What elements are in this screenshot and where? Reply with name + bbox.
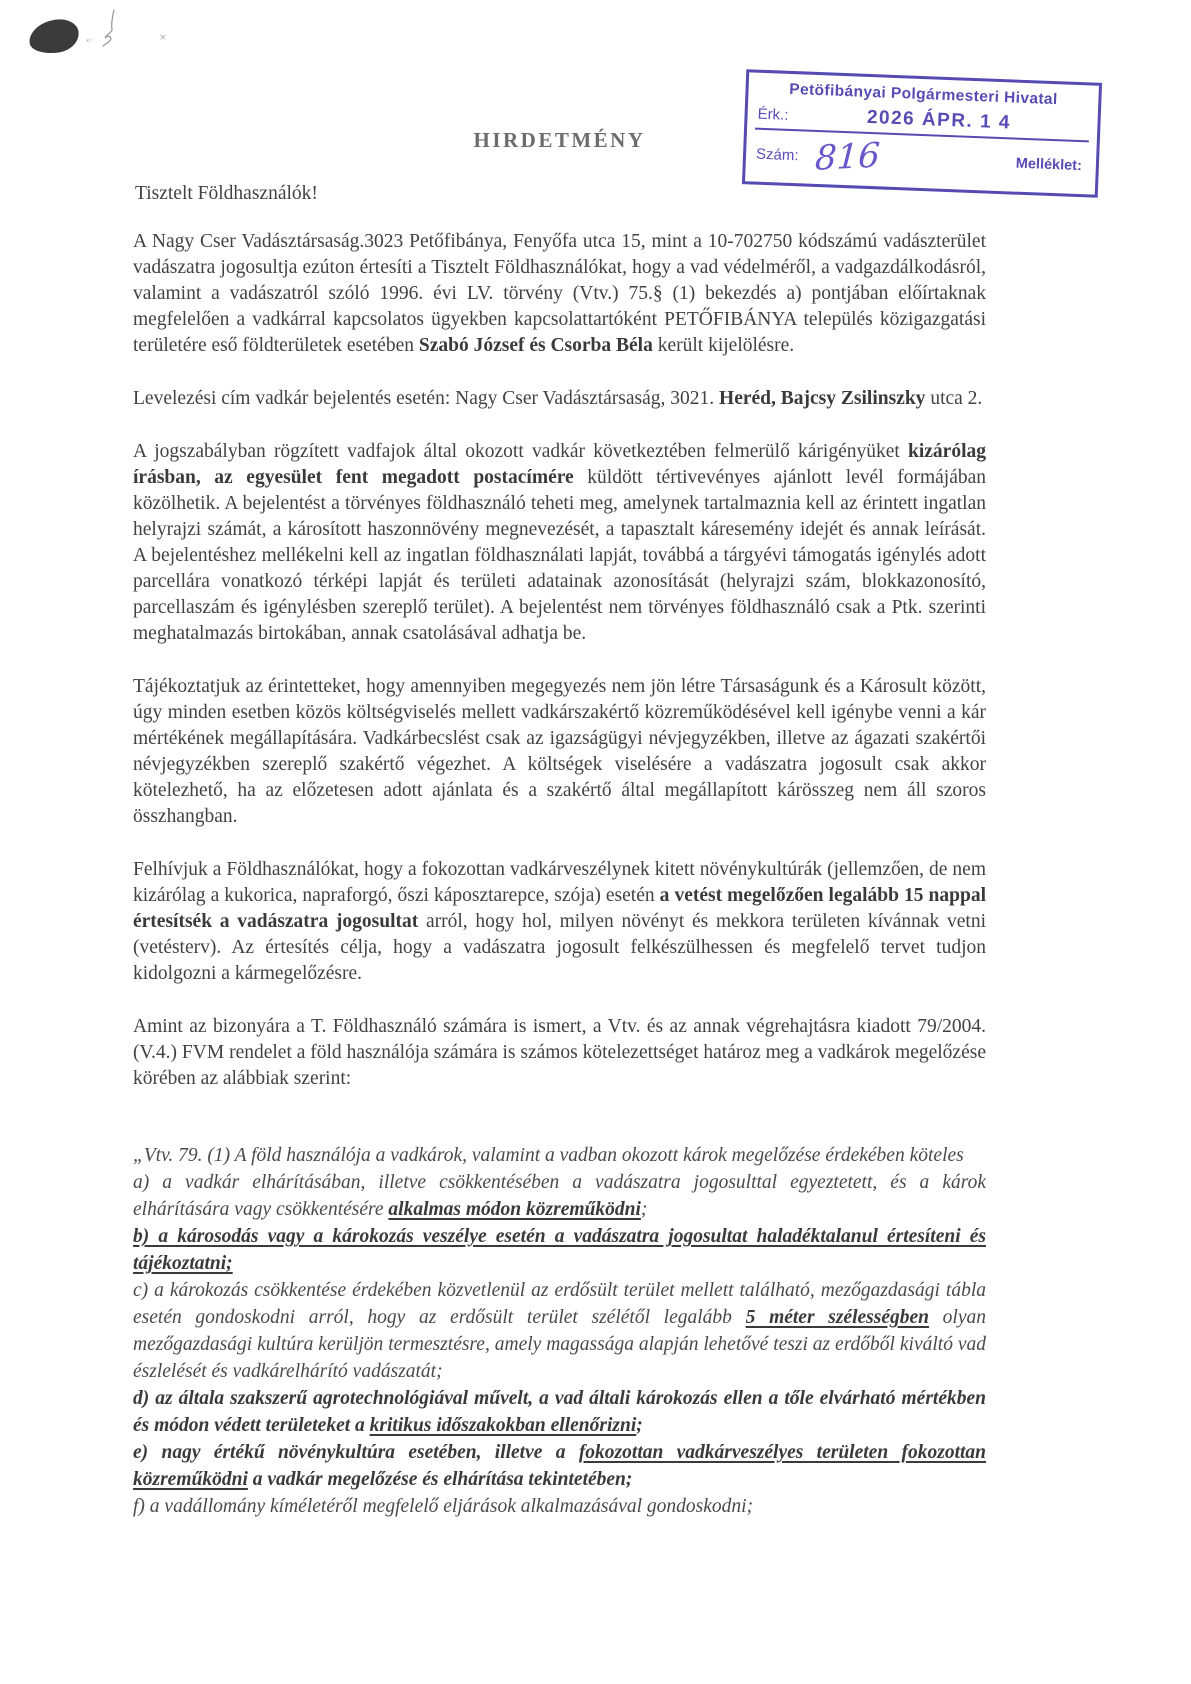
page-title: HIRDETMÉNY xyxy=(473,128,646,152)
text-run-bold: Heréd, Bajcsy Zsilinszky xyxy=(719,388,926,409)
paragraph-claim-procedure xyxy=(133,439,986,647)
stamp-number-label: Szám: xyxy=(755,145,799,164)
quote-item-d xyxy=(133,1385,986,1439)
speck-mark: ‹· xyxy=(86,36,93,46)
text-run: arról, hogy hol, milyen növényt és mekkora területen kívánnak vetni (vetésterv). Az értesítés célja, hogy a vadászatra jogosult felkészülhessen és megfelelő tervet tudjon kidolgozni a kármegelőzésre. xyxy=(133,911,986,984)
paragraph-legal-reference xyxy=(133,1014,986,1092)
ink-blot-mark xyxy=(27,17,81,57)
text-run-bold-underline: alkalmas módon közreműködni xyxy=(388,1199,641,1220)
text-run: utca 2. xyxy=(925,388,983,409)
text-run-bold: ; xyxy=(636,1415,643,1436)
text-run-bold: d) az általa szakszerű agrotechnológiával művelt, a vad általi károkozás ellen a tőle elvárható mértékben és módon védett területeket a xyxy=(133,1388,986,1436)
paragraph-expert-costs xyxy=(133,674,986,830)
quote-item-b xyxy=(133,1223,986,1277)
text-run-bold: e) nagy értékű növénykultúra esetében, illetve a xyxy=(133,1442,579,1463)
paragraph-appointment xyxy=(133,229,986,359)
text-run-bold: a vadkár megelőzése és elhárítása tekintetében; xyxy=(247,1469,633,1490)
quote-item-a xyxy=(133,1169,986,1223)
text-run: f) a vadállomány kíméletéről megfelelő eljárások alkalmazásával gondoskodni; xyxy=(133,1496,754,1517)
text-run-bold: a vetést megelőzően legalább 15 nappal értesítsék a vadászatra jogosultat xyxy=(133,885,986,932)
text-run: A jogszabályban rögzített vadfajok által okozott vadkár következtében felmerülő kárigényüket xyxy=(133,441,908,462)
stamp-office-name: Petöfibányai Polgármesteri Hivatal xyxy=(788,80,1059,109)
text-run: ; xyxy=(640,1199,648,1220)
paragraph-sowing-notice xyxy=(133,857,986,987)
quote-item-f xyxy=(133,1493,986,1520)
text-run-bold: kizárólag írásban, az egyesület fent megadott postacímére xyxy=(133,441,986,488)
text-run: a) a vadkár elhárításában, illetve csökkentésében a vadászatra jogosulttal egyeztetett, és a károk elhárítására vagy csökkentésére xyxy=(133,1172,986,1220)
stamp-received-date: 2026 ÁPR. 1 4 xyxy=(866,106,1012,134)
text-run: küldött tértivevényes ajánlott levél formájában közölhetik. A bejelentést a törvényes földhasználó teheti meg, amelynek tartalmaznia kell az érintett ingatlan helyrajzi számát, a károsított haszonnövény megnevezését, a tapasztalt káresemény idejét és annak leírását. A bejelentéshez mellékelni kell az ingatlan földhasználati lapját, továbbá a tárgyévi támogatás igénylés adott parcellára vonatkozó térképi lapját és területi adatainak azonosítását (helyrajzi szám, blokkazonosító, parcellaszám és igénylésben szereplő terület). A bejelentést nem törvényes földhasználó csak a Ptk. szerinti meghatalmazás birtokában, annak csatolásával adhatja be. xyxy=(133,467,986,644)
text-run: „Vtv. 79. (1) A föld használója a vadkárok, valamint a vadban okozott károk megelőzése érdekében köteles xyxy=(133,1145,964,1166)
stamp-received-label: Érk.: xyxy=(757,105,789,124)
text-run-bold: Szabó József és Csorba Béla xyxy=(418,335,653,356)
text-run: olyan mezőgazdasági kultúra kerüljön termesztésre, amely magassága alapján lehetővé teszi az erdőből kiváltó vad észlelését és vadkárelhárító vadászatát; xyxy=(133,1307,986,1382)
text-run-bold-underline: kritikus időszakokban ellenőrizni xyxy=(369,1415,637,1436)
stamp-attachment-label: Melléklet: xyxy=(1015,155,1083,175)
text-run-bold-underline: 5 méter szélességben xyxy=(745,1307,929,1328)
quote-item-e xyxy=(133,1439,986,1493)
text-run: Amint az bizonyára a T. Földhasználó számára is ismert, a Vtv. és az annak végrehajtásra kiadott 79/2004. (V.4.) FVM rendelet a föld használója számára is számos kötelezettséget határoz meg a vadkárok megelőzése körében az alábbiak szerint: xyxy=(133,1016,986,1089)
pencil-squiggle-mark xyxy=(90,8,124,56)
quote-item-c xyxy=(133,1277,986,1385)
text-run: Felhívjuk a Földhasználókat, hogy a fokozottan vadkárveszélynek kitett növénykultúrák (jellemzően, de nem kizárólag a kukorica, napraforgó, őszi káposztarepce, szója) esetén xyxy=(133,859,986,906)
speck-mark: × xyxy=(159,33,167,43)
law-quote-block xyxy=(133,1142,986,1520)
text-run-bold-underline: b) a károsodás vagy a károkozás veszélye esetén a vadászatra jogosultat haladéktalanul értesíteni és tájékoztatni; xyxy=(133,1226,986,1274)
stamp-number-value-handwritten: 816 xyxy=(813,135,881,179)
text-run: Tájékoztatjuk az érintetteket, hogy amennyiben megegyezés nem jön létre Társaságunk és a Károsult között, úgy minden esetben közös költségviselés mellett vadkárszakértő közreműködésével kell igénybe venni a kár mértékének megállapítására. Vadkárbecslést csak az igazságügyi névjegyzékben, illetve az ágazati szakértői névjegyzékben szereplő szakértő végezhet. A költségek viselésére a vadászatra jogosult csak akkor kötelezhető, ha az előzetesen adott ajánlata és a szakértő által megállapított kárösszeg nem áll szoros összhangban. xyxy=(133,676,986,827)
salutation: Tisztelt Földhasználók! xyxy=(135,183,318,204)
paragraph-mailing-address xyxy=(133,386,986,412)
text-run: Levelezési cím vadkár bejelentés esetén: Nagy Cser Vadásztársaság, 3021. xyxy=(133,388,720,409)
text-run: került kijelölésre. xyxy=(652,335,795,356)
quote-intro xyxy=(133,1142,986,1169)
letter-body xyxy=(133,128,986,1520)
text-run: c) a károkozás csökkentése érdekében közvetlenül az erdősült terület mellett található, mezőgazdasági tábla esetén gondoskodni arról, hogy az erdősült terület szélétől legalább xyxy=(133,1280,986,1328)
text-run: A Nagy Cser Vadásztársaság.3023 Petőfibánya, Fenyőfa utca 15, mint a 10-702750 kódszámú vadászterület vadászatra jogosultja ezúton értesíti a Tisztelt Földhasználókat, hogy a vad védelméről, a vadgazdálkodásról, valamint a vadászatról szóló 1996. évi LV. törvény (Vtv.) 75.§ (1) bekezdés a) pontjában előírtaknak megfelelően a vadkárral kapcsolatos ügyekben kapcsolattartóként PETŐFIBÁNYA település közigazgatási területére eső földterületek esetében xyxy=(133,231,986,356)
text-run-bold-underline: fokozottan vadkárveszélyes területen fokozottan közreműködni xyxy=(133,1442,986,1490)
